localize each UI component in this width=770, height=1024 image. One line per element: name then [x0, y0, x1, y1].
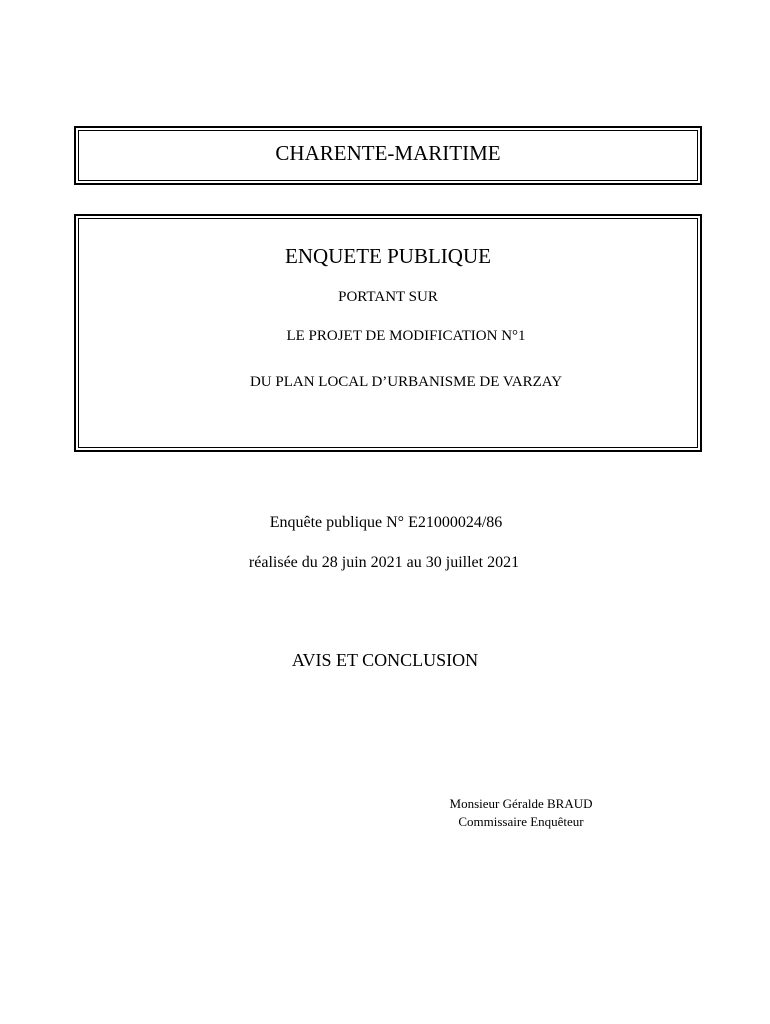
department-title: CHARENTE-MARITIME [275, 141, 501, 165]
inquiry-dates: réalisée du 28 juin 2021 au 30 juillet 2021 [248, 554, 520, 571]
project-line: LE PROJET DE MODIFICATION N°1 [286, 328, 526, 344]
section-heading: AVIS ET CONCLUSION [291, 650, 479, 670]
inquiry-title: ENQUETE PUBLIQUE [285, 244, 491, 268]
inquiry-number: Enquête publique N° E21000024/86 [269, 514, 503, 531]
plan-line: DU PLAN LOCAL D’URBANISME DE VARZAY [249, 374, 563, 390]
signer-name: Monsieur Géralde BRAUD [449, 796, 593, 811]
signer-role: Commissaire Enquêteur [458, 814, 584, 829]
subject-intro: PORTANT SUR [338, 289, 438, 305]
